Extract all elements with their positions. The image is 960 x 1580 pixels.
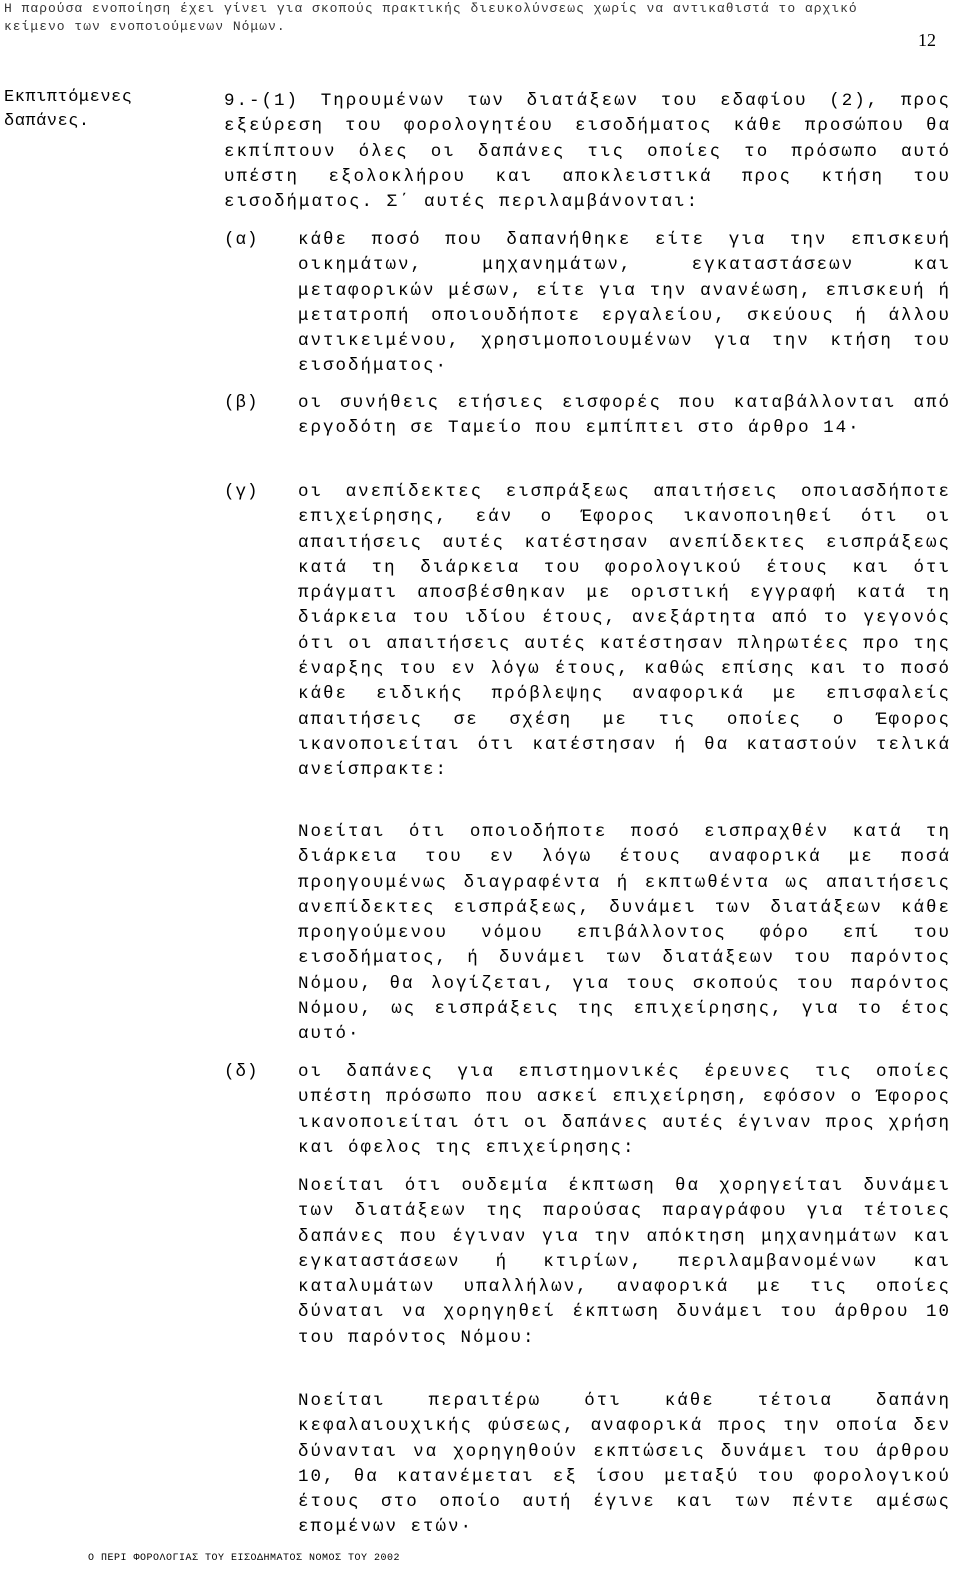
item-proviso2-d: Νοείται περαιτέρω ότι κάθε τέτοια δαπάνη κεφαλαιουχικής φύσεως, αναφορικά προς την οποία δεν δύνανται να χορηγηθούν εκπτώσεις δυνάμει του άρθρου 10, θα κατανέμεται εξ ίσου μεταξύ του φορολογικού έτους στο οποίο αυτή έγινε και των πέντε αμέσως επομένων ετών·: [298, 1391, 951, 1538]
item-text-c: οι ανεπίδεκτες εισπράξεως απαιτήσεις οποιασδήποτε επιχείρησης, εάν ο Έφορος ικανοποιηθεί ότι οι απαιτήσεις αυτές κατέστησαν ανεπίδεκτες εισπράξεως κατά τη διάρκεια του φορολογικού έτους και ότι πράγματι αποσβέσθηκαν με οριστική εγγραφή κατά τη διάρκεια του ιδίου έτους, ανεξάρτητα από το γεγονός ότι οι απαιτήσεις αυτές κατέστησαν πληρωτέες προ της έναρξης του εν λόγω έτους, καθώς επίσης και το ποσό κάθε ειδικής πρόβλεψης αναφορικά με επισφαλείς απαιτήσεις σε σχέση με τις οποίες ο Έφορος ικανοποιείται ότι κατέστησαν ή θα καταστούν τελικά ανείσπρακτε:: [298, 482, 951, 781]
item-proviso-c: Νοείται ότι οποιοδήποτε ποσό εισπραχθέν κατά τη διάρκεια του εν λόγω έτους αναφορικά με ποσά προηγουμένως διαγραφέντα ή εκπτωθέντα ως απαιτήσεις ανεπίδεκτες εισπράξεως, δυνάμει των διατάξεων κάθε προηγούμενου νόμου επιβάλλοντος φόρο επί του εισοδήματος, ή δυνάμει των διατάξεων του παρόντος Νόμου, θα λογίζεται, για τους σκοπούς του παρόντος Νόμου, ως εισπράξεις της επιχείρησης, για το έτος αυτό·: [298, 822, 951, 1045]
margin-note: Εκπιπτόμενες δαπάνες.: [4, 88, 133, 131]
item-text-b: οι συνήθεις ετήσιες εισφορές που καταβάλλονται από εργοδότη σε Ταμείο που εμπίπτει στο άρθρο 14·: [298, 393, 951, 439]
item-label-a: (α): [224, 230, 259, 250]
item-label-c: (γ): [224, 482, 259, 502]
item-label-b: (β): [224, 393, 259, 413]
consolidation-disclaimer: Η παρούσα ενοποίηση έχει γίνει για σκοπούς πρακτικής διευκολύνσεως χωρίς να αντικαθιστά το αρχικό κείμενο των ενοποιούμενων Νόμων.: [4, 1, 858, 34]
item-proviso-d: Νοείται ότι ουδεμία έκπτωση θα χορηγείται δυνάμει των διατάξεων της παρούσας παραγράφου για τέτοιες δαπάνες που έγιναν για την απόκτηση μηχανημάτων και εγκαταστάσεων ή κτιρίων, περιλαμβανομένων και καταλυμάτων υπαλλήλων, αναφορικά με τις οποίες δύναται να χορηγηθεί έκπτωση δυνάμει του άρθρου 10 του παρόντος Νόμου:: [298, 1176, 951, 1348]
page-footer: Ο ΠΕΡΙ ΦΟΡΟΛΟΓΙΑΣ ΤΟΥ ΕΙΣΟΔΗΜΑΤΟΣ ΝΟΜΟΣ ΤΟΥ 2002: [88, 1553, 401, 1564]
section-intro: 9.-(1) Τηρουμένων των διατάξεων του εδαφίου (2), προς εξεύρεση του φορολογητέου εισοδήματος κάθε προσώπου θα εκπίπτουν όλες οι δαπάνες τις οποίες το πρόσωπο αυτό υπέστη εξολοκλήρου και αποκλειστικά προς κτήση του εισοδήματος. Σ΄ αυτές περιλαμβάνονται:: [224, 91, 951, 213]
item-text-d: οι δαπάνες για επιστημονικές έρευνες τις οποίες υπέστη πρόσωπο που ασκεί επιχείρηση, εφόσον ο Έφορος ικανοποιείται ότι οι δαπάνες αυτές έγιναν προς χρήση και όφελος της επιχείρησης:: [298, 1062, 951, 1158]
item-text-a: κάθε ποσό που δαπανήθηκε είτε για την επισκευή οικημάτων, μηχανημάτων, εγκαταστάσεων και μεταφορικών μέσων, είτε για την ανανέωση, επισκευή ή μετατροπή οποιουδήποτε εργαλείου, σκεύους ή άλλου αντικειμένου, χρησιμοποιουμένων για την κτήση του εισοδήματος·: [298, 230, 951, 377]
page-number: 12: [918, 30, 936, 50]
item-label-d: (δ): [224, 1062, 259, 1082]
